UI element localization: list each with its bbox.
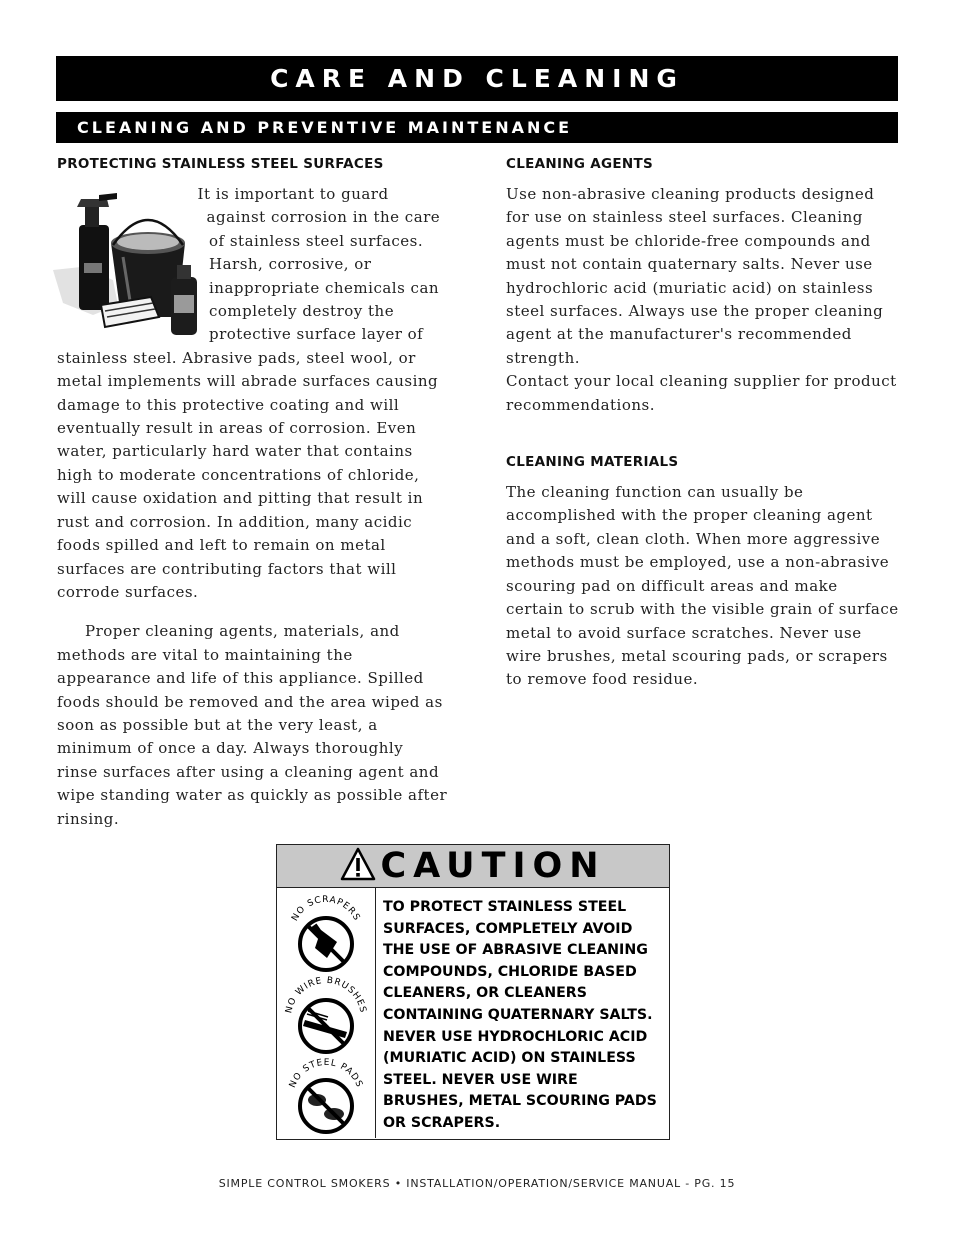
cleaning-agents-contact: Contact your local cleaning supplier for product recommendations. <box>506 372 897 414</box>
no-steel-pads-icon <box>281 1056 371 1136</box>
heading-cleaning-agents: CLEANING AGENTS <box>506 156 654 172</box>
heading-protecting-stainless: PROTECTING STAINLESS STEEL SURFACES <box>57 156 384 172</box>
no-wire-brushes-label: NO WIRE BRUSHES <box>284 975 368 1015</box>
caution-header <box>277 845 669 888</box>
cleaning-materials-text: The cleaning function can usually be accomplished with the proper cleaning agent and a soft, clean cloth. When more aggressive methods must be employed, use a non-abrasive scouring pad on difficult areas and make certain to scrub with the visible grain of surface metal to avoid surface scratches. Never use wire brushes, metal scouring pads, or scrapers to remove food residue. <box>506 483 899 689</box>
caution-box <box>276 844 670 1140</box>
heading-cleaning-materials: CLEANING MATERIALS <box>506 454 679 471</box>
protecting-paragraph-2: Proper cleaning agents, materials, and methods are vital to maintaining the appearance and life of this appliance. Spilled foods should be removed and the area wiped as soon as possible but at the very least, a minimum of once a day. Always thoroughly rinse surfaces after using a cleaning agent and wipe standing water as quickly as possible after rinsing. <box>57 622 448 828</box>
protecting-paragraph-1: It is important to guard against corrosion in the care of stainless steel surfaces. Harsh, corrosive, or inappropriate chemicals can completely destroy the protective surface layer of stainless steel. Abrasive pads, steel wool, or metal implements will abrade surfaces causing damage to this protective coating and will eventually result in areas of corrosion. Even water, particularly hard water that contains high to moderate concentrations of chloride, will cause oxidation and pitting that result in rust and corrosion. In addition, many acidic foods spilled and left to remain on metal surfaces are contributing factors that will corrode surfaces. <box>57 185 441 601</box>
caution-text: TO PROTECT STAINLESS STEEL SURFACES, COMPLETELY AVOID THE USE OF ABRASIVE CLEANING COMPOUNDS, CHLORIDE BASED CLEANERS, OR CLEANERS CONTAINING QUATERNARY SALTS. NEVER USE HYDROCHLORIC ACID (MURIATIC ACID) ON STAINLESS STEEL. NEVER USE WIRE BRUSHES, METAL SCOURING PADS OR SCRAPERS. <box>383 899 657 1131</box>
left-column <box>57 152 449 831</box>
caution-icons <box>277 888 376 1138</box>
no-scrapers-icon <box>281 894 371 974</box>
right-column <box>506 152 899 692</box>
no-steel-pads-label: NO STEEL PADS <box>287 1057 365 1090</box>
no-wire-brushes-icon <box>281 974 371 1056</box>
page-title: CARE AND CLEANING <box>56 56 898 101</box>
no-scrapers-label: NO SCRAPERS <box>290 894 362 923</box>
caution-title: CAUTION <box>380 846 606 886</box>
warning-triangle-icon <box>340 847 376 885</box>
caution-body <box>277 888 669 1138</box>
section-title: CLEANING AND PREVENTIVE MAINTENANCE <box>56 112 898 143</box>
page-footer: SIMPLE CONTROL SMOKERS • INSTALLATION/OPERATION/SERVICE MANUAL - PG. 15 <box>218 1177 736 1190</box>
cleaning-agents-text: Use non-abrasive cleaning products designed for use on stainless steel surfaces. Cleaning agents must be chloride-free compounds and must not contain quaternary salts. Never use hydrochloric acid (muriatic acid) on stainless steel surfaces. Always use the proper cleaning agent at the manufacturer's recommended strength. <box>506 185 884 367</box>
cleaning-supplies-icon <box>53 185 203 347</box>
